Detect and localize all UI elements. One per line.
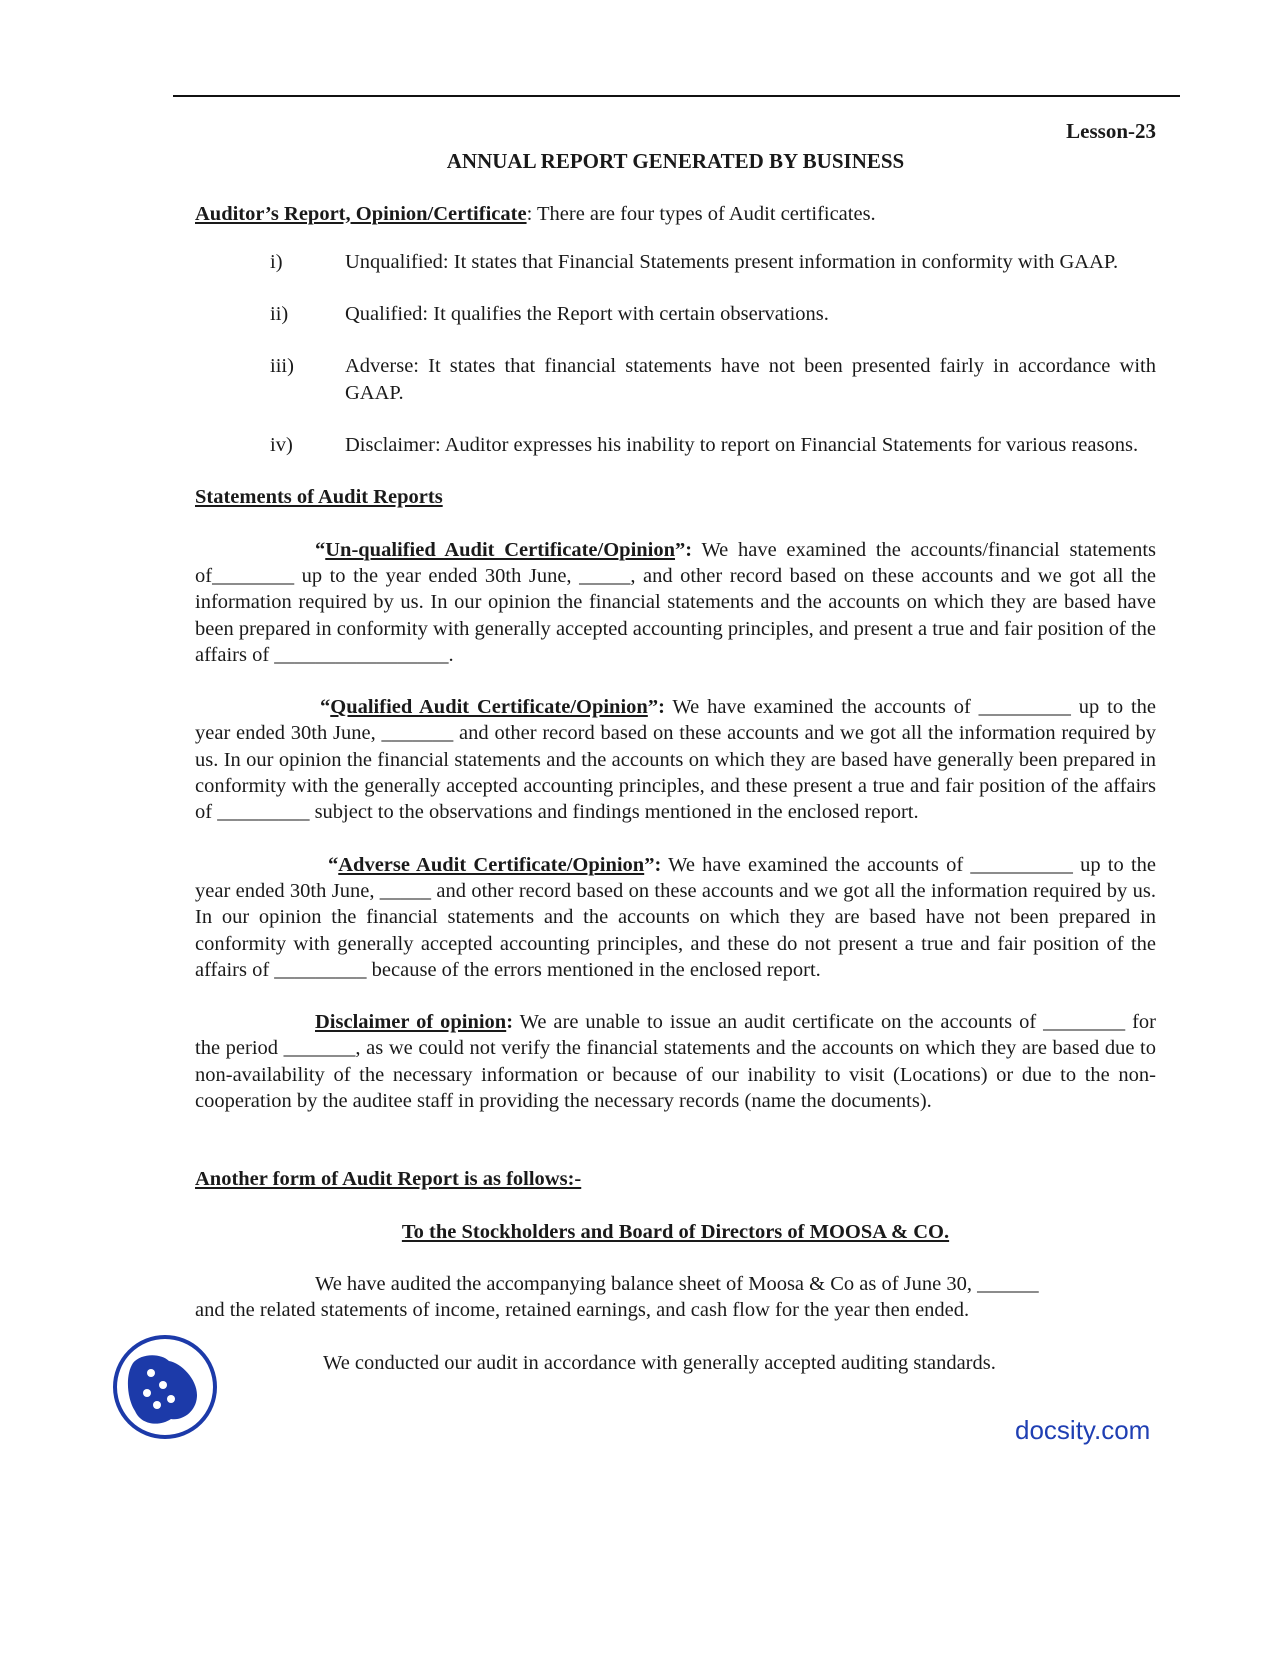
adverse-text: We have examined the accounts of __________ up to the year ended 30th June, _____ and other record based on these accounts and we got all the information required by us. In our opinion the financial statements and the accounts on which they are based have not been prepared in conformity with generally accepted accounting principles, and these do not present a true and fair position of the affairs of _________ because of the errors mentioned in the enclosed report. — [195, 853, 1156, 981]
adverse-open-quote: “ — [328, 853, 339, 876]
list-item — [195, 353, 1156, 406]
qualified-close-quote: ”: — [647, 696, 665, 719]
adverse-close-quote: ”: — [644, 853, 662, 876]
list-item-number: ii) — [270, 303, 289, 326]
another-form-heading — [195, 1166, 1156, 1192]
top-rule — [173, 95, 1180, 97]
qualified-open-quote: “ — [320, 696, 331, 719]
audited-line-1: We have audited the accompanying balance sheet of Moosa & Co as of June 30, ______ — [315, 1272, 1039, 1295]
qualified-heading: Qualified Audit Certificate/Opinion — [330, 696, 648, 719]
list-item-text: Qualified: It qualifies the Report with certain observations. — [345, 303, 829, 326]
qualified-text: We have examined the accounts of _________ up to the year ended 30th June, _______ and other record based on these accounts and we got all the information required by us. In our opinion the financial statements and the accounts on which they are based have generally been prepared in conformity with the generally accepted accounting principles, and these present a true and fair position of the affairs of _________ subject to the observations and findings mentioned in the enclosed report. — [195, 696, 1156, 824]
list-item-text: Unqualified: It states that Financial Statements present information in conformity with GAAP. — [345, 250, 1119, 273]
disclaimer-paragraph — [195, 1009, 1156, 1114]
unqualified-text: We have examined the accounts/financial statements of________ up to the year ended 30th June, _____, and other record based on these accounts and we got all the information required by us. In our opinion the financial statements and the accounts on which they are based have been prepared in conformity with generally accepted accounting principles, and present a true and fair position of the affairs of _________________. — [195, 538, 1156, 666]
audited-line-2: and the related statements of income, retained earnings, and cash flow for the year then ended. — [195, 1299, 970, 1322]
disclaimer-text: We are unable to issue an audit certificate on the accounts of ________ for the period _______, as we could not verify the financial statements and the accounts on which they are based due to non-availability of the necessary information or because of our inability to visit (Locations) or due to the non-cooperation by the auditee staff in providing the necessary records (name the documents). — [195, 1011, 1157, 1113]
adverse-paragraph — [195, 852, 1156, 983]
list-item — [195, 249, 1156, 275]
list-item-number: iii) — [270, 355, 294, 378]
another-form-heading-text: Another form of Audit Report is as follows:- — [195, 1168, 582, 1191]
list-item-number: iv) — [270, 434, 293, 457]
list-item — [195, 301, 1156, 327]
conducted-paragraph: We conducted our audit in accordance with generally accepted auditing standards. — [323, 1351, 996, 1374]
list-item-text: Disclaimer: Auditor expresses his inability to report on Financial Statements for various reasons. — [345, 434, 1139, 457]
docsity-watermark: docsity.com — [1015, 1415, 1151, 1445]
address-text: To the Stockholders and Board of Directors of MOOSA & CO. — [401, 1220, 950, 1243]
statements-heading-text: Statements of Audit Reports — [195, 486, 443, 509]
unqualified-open-quote: “ — [315, 538, 326, 561]
unqualified-close-quote: ”: — [675, 538, 693, 561]
disclaimer-colon: : — [506, 1011, 514, 1034]
list-item — [195, 432, 1156, 458]
list-item-number: i) — [270, 250, 283, 273]
list-item-text: Adverse: It states that financial statements have not been presented fairly in accordance with GAAP. — [345, 355, 1156, 404]
unqualified-heading: Un-qualified Audit Certificate/Opinion — [325, 538, 676, 561]
intro-text: : There are four types of Audit certificates. — [526, 202, 876, 225]
intro-paragraph — [195, 201, 1156, 227]
page-title: ANNUAL REPORT GENERATED BY BUSINESS — [446, 149, 905, 174]
audited-paragraph — [195, 1271, 1156, 1324]
lesson-label: Lesson-23 — [1066, 119, 1156, 143]
unqualified-paragraph — [195, 537, 1156, 668]
intro-heading: Auditor’s Report, Opinion/Certificate — [195, 202, 527, 225]
certificate-types-list — [195, 249, 1156, 458]
adverse-heading: Adverse Audit Certificate/Opinion — [338, 853, 645, 876]
address-line — [195, 1219, 1156, 1245]
docsity-logo-icon — [111, 1333, 219, 1441]
document-page — [195, 118, 1156, 1376]
statements-heading — [195, 484, 1156, 510]
disclaimer-heading: Disclaimer of opinion — [315, 1011, 507, 1034]
qualified-paragraph — [195, 694, 1156, 825]
